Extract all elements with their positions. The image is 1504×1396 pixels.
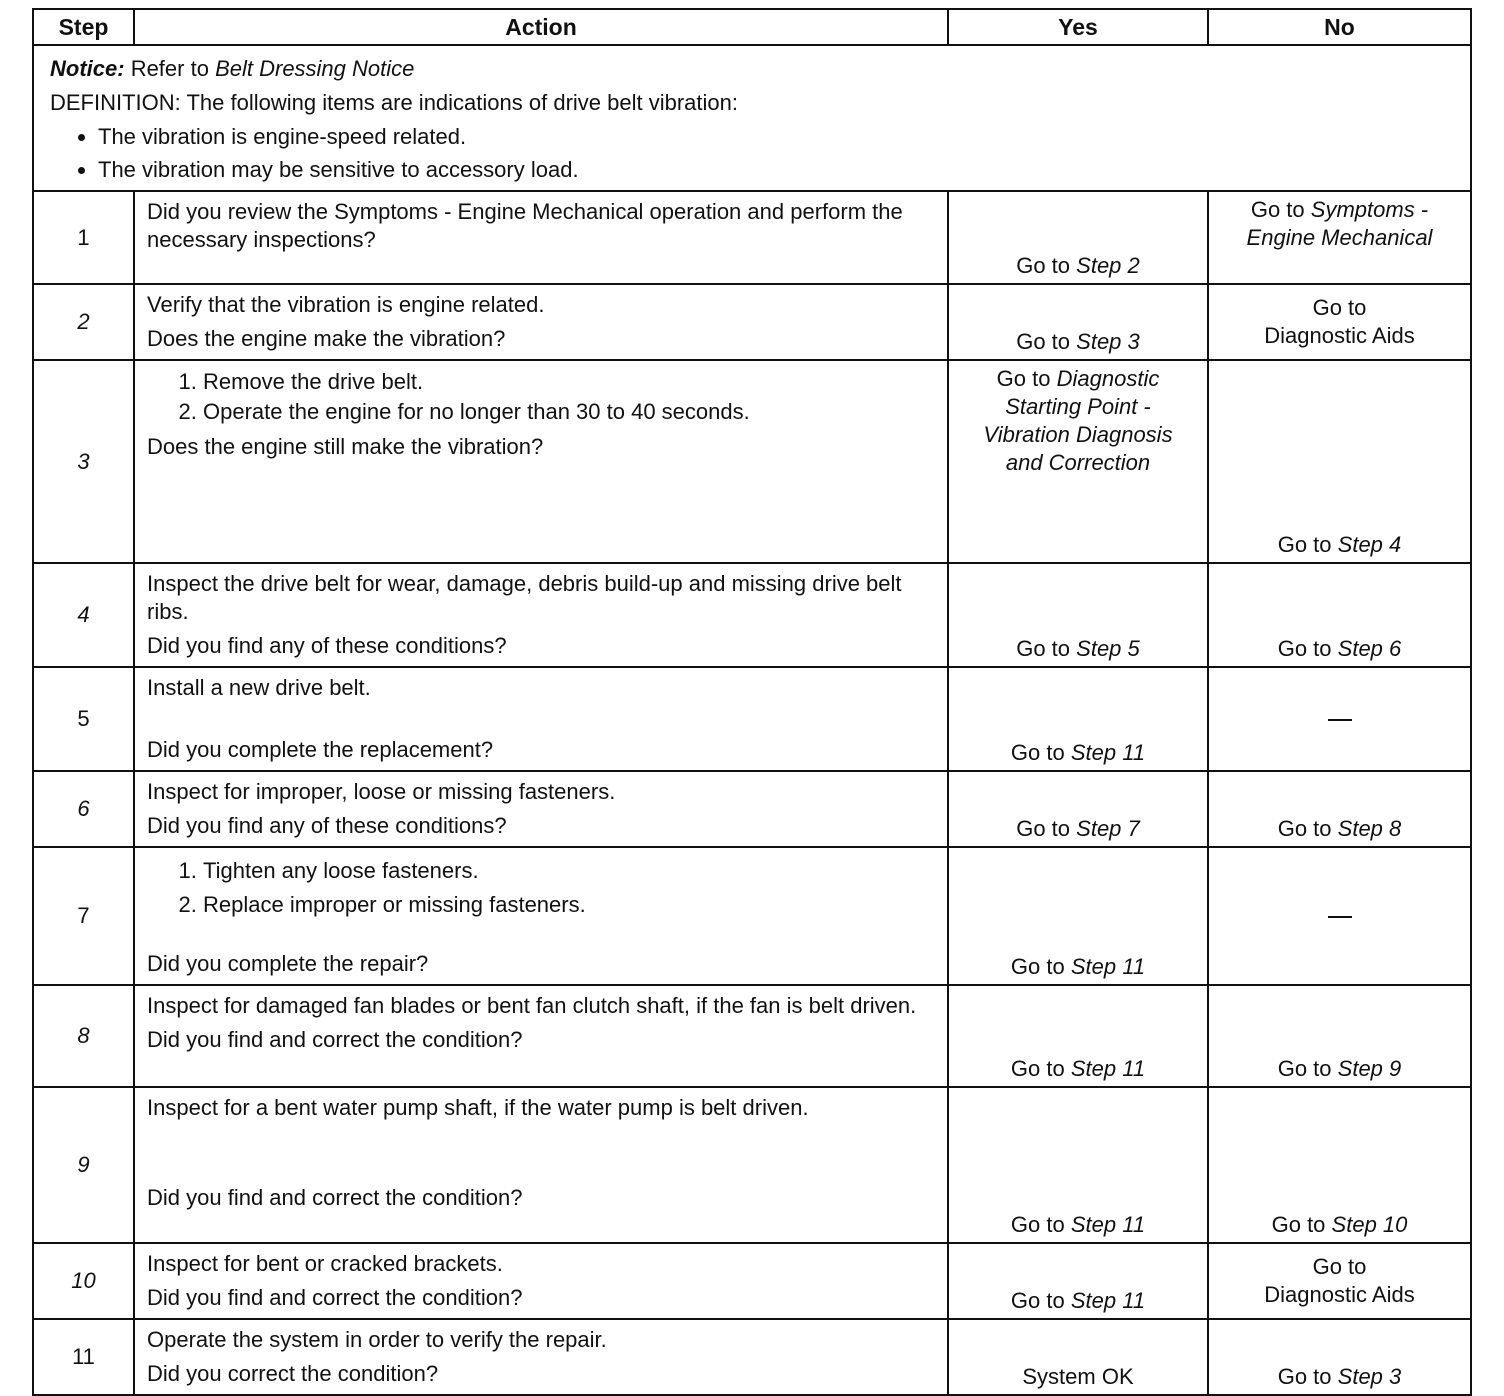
yes-cell: Go to Step 11 bbox=[948, 1243, 1208, 1319]
no-cell: Go to Symptoms - Engine Mechanical bbox=[1208, 191, 1471, 284]
step-number: 1 bbox=[33, 191, 134, 284]
action-list: 1. Remove the drive belt. 2. Operate the engine for no longer than 30 to 40 seconds. bbox=[147, 367, 935, 427]
step-number: 3 bbox=[33, 360, 134, 563]
action-cell: Inspect for bent or cracked brackets. Did you find and correct the condition? bbox=[134, 1243, 948, 1319]
yes-cell: Go to Step 11 bbox=[948, 985, 1208, 1087]
definition-item: • The vibration is engine-speed related. bbox=[98, 120, 1454, 153]
no-link[interactable]: Diagnostic Aids bbox=[1264, 1282, 1415, 1307]
yes-cell: Go to Diagnostic Starting Point - Vibration Diagnosis and Correction bbox=[948, 360, 1208, 563]
no-link[interactable]: Step 10 bbox=[1331, 1212, 1408, 1237]
step-number: 10 bbox=[33, 1243, 134, 1319]
dash-icon bbox=[1328, 719, 1352, 721]
no-link[interactable]: Diagnostic Aids bbox=[1264, 323, 1415, 348]
action-cell: Inspect the drive belt for wear, damage, debris build-up and missing drive belt ribs. Did you find any of these conditions? bbox=[134, 563, 948, 667]
yes-link[interactable]: Step 11 bbox=[1070, 1056, 1146, 1081]
table-row bbox=[33, 563, 1471, 667]
dash-icon bbox=[1328, 916, 1352, 918]
notice-ref: Belt Dressing Notice bbox=[215, 56, 415, 81]
no-link[interactable]: Step 6 bbox=[1337, 636, 1402, 661]
table-row bbox=[33, 985, 1471, 1087]
step-number: 5 bbox=[33, 667, 134, 771]
step-number: 6 bbox=[33, 771, 134, 847]
yes-link[interactable]: Step 2 bbox=[1076, 253, 1140, 278]
notice-line bbox=[50, 52, 1454, 86]
action-cell: Verify that the vibration is engine related. Does the engine make the vibration? bbox=[134, 284, 948, 360]
definition-text: DEFINITION: The following items are indications of drive belt vibration: bbox=[50, 90, 738, 115]
no-link[interactable]: Step 9 bbox=[1337, 1056, 1402, 1081]
step-number: 11 bbox=[33, 1319, 134, 1395]
no-cell bbox=[1208, 847, 1471, 985]
yes-link[interactable]: Step 11 bbox=[1070, 954, 1146, 979]
table-row bbox=[33, 847, 1471, 985]
step-number: 9 bbox=[33, 1087, 134, 1243]
action-cell: Install a new drive belt. Did you complete the replacement? bbox=[134, 667, 948, 771]
yes-link[interactable]: Step 3 bbox=[1076, 329, 1140, 354]
no-cell: Go to Step 10 bbox=[1208, 1087, 1471, 1243]
no-cell: Go to Step 4 bbox=[1208, 360, 1471, 563]
yes-link[interactable]: Diagnostic bbox=[1056, 366, 1160, 391]
table-row bbox=[33, 771, 1471, 847]
action-list: 1. Tighten any loose fasteners. 2. Replace improper or missing fasteners. bbox=[147, 854, 935, 922]
no-link[interactable]: Step 3 bbox=[1337, 1364, 1402, 1389]
step-number: 4 bbox=[33, 563, 134, 667]
no-cell bbox=[1208, 667, 1471, 771]
no-cell: Go to Diagnostic Aids bbox=[1208, 1243, 1471, 1319]
yes-link[interactable]: Step 7 bbox=[1076, 816, 1140, 841]
header-step: Step bbox=[33, 9, 134, 45]
no-cell: Go to Step 8 bbox=[1208, 771, 1471, 847]
yes-cell: Go to Step 11 bbox=[948, 847, 1208, 985]
no-cell: Go to Step 9 bbox=[1208, 985, 1471, 1087]
definition-item: • The vibration may be sensitive to accessory load. bbox=[98, 153, 1454, 186]
yes-cell: Go to Step 11 bbox=[948, 1087, 1208, 1243]
diagnostic-table bbox=[32, 8, 1472, 1396]
no-cell: Go to Step 6 bbox=[1208, 563, 1471, 667]
yes-link[interactable]: Step 11 bbox=[1070, 1212, 1146, 1237]
notice-text: Refer to bbox=[130, 56, 209, 81]
header-yes: Yes bbox=[948, 9, 1208, 45]
yes-cell: Go to Step 5 bbox=[948, 563, 1208, 667]
table-row bbox=[33, 284, 1471, 360]
header-row bbox=[33, 9, 1471, 45]
header-no: No bbox=[1208, 9, 1471, 45]
definition-list bbox=[50, 120, 1454, 186]
action-cell: Operate the system in order to verify the repair. Did you correct the condition? bbox=[134, 1319, 948, 1395]
yes-cell: Go to Step 7 bbox=[948, 771, 1208, 847]
action-cell: 1. Remove the drive belt. 2. Operate the engine for no longer than 30 to 40 seconds. Does the engine still make the vibration? bbox=[134, 360, 948, 563]
table-row bbox=[33, 360, 1471, 563]
step-number: 8 bbox=[33, 985, 134, 1087]
step-number: 2 bbox=[33, 284, 134, 360]
table-row bbox=[33, 191, 1471, 284]
yes-cell bbox=[948, 1319, 1208, 1395]
no-cell: Go to Step 3 bbox=[1208, 1319, 1471, 1395]
action-cell bbox=[134, 191, 948, 284]
table-row bbox=[33, 1319, 1471, 1395]
table-row bbox=[33, 667, 1471, 771]
action-text: Did you review the Symptoms - Engine Mechanical operation and perform the necessary inspections? bbox=[147, 199, 903, 252]
no-link[interactable]: Step 8 bbox=[1337, 816, 1402, 841]
action-cell: Inspect for a bent water pump shaft, if the water pump is belt driven. Did you find and correct the condition? bbox=[134, 1087, 948, 1243]
notice-cell bbox=[33, 45, 1471, 191]
yes-cell: Go to Step 3 bbox=[948, 284, 1208, 360]
action-cell: Inspect for damaged fan blades or bent fan clutch shaft, if the fan is belt driven. Did you find and correct the condition? bbox=[134, 985, 948, 1087]
yes-cell: Go to Step 2 bbox=[948, 191, 1208, 284]
yes-cell: Go to Step 11 bbox=[948, 667, 1208, 771]
notice-label: Notice: bbox=[50, 56, 125, 81]
action-cell: 1. Tighten any loose fasteners. 2. Replace improper or missing fasteners. Did you complete the repair? bbox=[134, 847, 948, 985]
action-cell: Inspect for improper, loose or missing fasteners. Did you find any of these conditions? bbox=[134, 771, 948, 847]
yes-link[interactable]: Step 5 bbox=[1076, 636, 1140, 661]
table-row bbox=[33, 1243, 1471, 1319]
no-link[interactable]: Symptoms - bbox=[1310, 197, 1429, 222]
notice-row bbox=[33, 45, 1471, 191]
no-cell: Go to Diagnostic Aids bbox=[1208, 284, 1471, 360]
header-action: Action bbox=[134, 9, 948, 45]
table-row bbox=[33, 1087, 1471, 1243]
yes-result: System OK bbox=[1022, 1364, 1134, 1389]
yes-link[interactable]: Step 11 bbox=[1070, 740, 1146, 765]
yes-link[interactable]: Step 11 bbox=[1070, 1288, 1146, 1313]
step-number: 7 bbox=[33, 847, 134, 985]
no-link[interactable]: Step 4 bbox=[1337, 532, 1402, 557]
